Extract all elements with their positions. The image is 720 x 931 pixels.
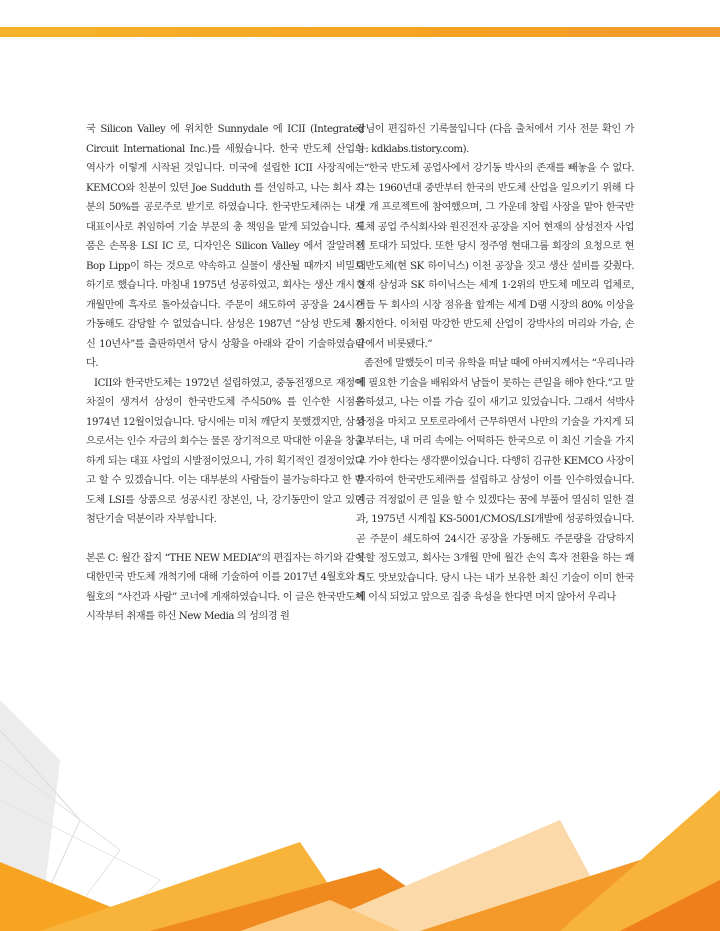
paragraph-right-3: 좀전에 말했듯이 미국 유학을 떠날 때에 아버지께서는 “우리나라에 필요한 기술을 배워와서 남들이 못하는 큰일을 해야 한다.”고 말씀하셨고, 나는 이를 가슴 깊이 새기고 있었습니다. 그래서 석박사 과정을 마치고 모토로라에서 근무하면서 나만의 기술을 가지게 되고부터는, 내 머리 속에는 어떡하든 한국으로 이 최신 기술을 가지고 가야 한다는 생각뿐이었습니다. 다행히 김규한 KEMCO 사장이 투자하여 한국반도체㈜를 설립하고 삼성이 이를 인수하였습니다. 지금 걱정없이 큰 일을 할 수 있겠다는 꿈에 부풀어 열심히 일한 결과, 1975년 시계칩 KS-5001/CMOS/LSI개발에 성공하였습니다. 곧 주문이 쇄도하여 24시간 공장을 가동해도 주문량을 감당하지 못할 정도였고, 회사는 3개월 만에 월간 손익 흑자 전환을 하는 쾌거도 맛보았습니다. 당시 나는 내가 보유한 최신 기술이 이미 한국에 이식 되었고 앞으로 집중 육성을 한다면 머지 않아서 우리나: [356, 358, 634, 603]
paragraph-right-2: “한국 반도체 공업사에서 강기동 박사의 존재를 빼놓을 수 없다. 그는 1960년대 중반부터 한국의 반도체 산업을 일으키기 위해 다섯 개 프로젝트에 참여했으며, 그 가운데 창립 사장을 맡아 한국반도체 공업 주식회사와 원진전자 공장을 지어 현재의 삼성전자 사업의 토대가 되었다. 또한 당시 정주영 현대그룹 회장의 요청으로 현대반도체(현 SK 하이닉스) 이천 공장을 짓고 생산 설비를 갖췄다. 현재 삼성과 SK 하이닉스는 세계 1·2위의 반도체 메모리 업체로, 이들 두 회사의 시장 점유율 합계는 세계 D램 시장의 80% 이상을 차지한다. 이처럼 막강한 반도체 산업이 강박사의 머리와 가슴, 손끝에서 비롯됐다.”: [356, 163, 634, 350]
paragraph-left-1: 국 Silicon Valley 에 위치한 Sunnydale 에 ICII (Integrated Circuit International Inc.)를 세웠습니다. 한국 반도체 산업의 역사가 이렇게 시작된 것입니다. 미국에 설립한 ICII 사장직에는 KEMCO와 친분이 있던 Joe Sudduth 를 선임하고, 나는 회사 지분의 50%를 공로주로 받기로 하였습니다. 한국반도체㈜는 내가 대표이사로 취임하여 기술 부문의 총 책임을 맡게 되었습니다. 제품은 손목용 LSI IC 로, 디자인은 Silicon Valley 에서 잘알려진 Bop Lipp이 하는 것으로 약속하고 실물이 생산될 때까지 비밀로 하기로 했습니다. 마침내 1975년 성공하였고, 회사는 생산 개시 3개월만에 흑자로 돌아섰습니다. 주문이 쇄도하여 공장을 24시간 가동해도 감당할 수 없었습니다. 삼성은 1987년 “삼성 반도체 통신 10년사”를 출판하면서 당시 상황을 아래와 같이 기술하였습니다.: [86, 124, 364, 369]
paragraph-left-3: 본론 C: 월간 잡지 “THE NEW MEDIA”의 편집자는 하기와 같이 대한민국 반도체 개척기에 대해 기술하여 이를 2017년 4월호와 5월호의 “사건과 사람” 코너에 게재하였습니다. 이 글은 한국반도체 시작부터 취재를 하신 New Media 의 성의경 원: [86, 552, 364, 622]
paragraph-left-2: ICII와 한국반도체는 1972년 설립하였고, 중동전쟁으로 재정에 차질이 생겨서 삼성이 한국반도체 주식50% 를 인수한 시점은 1974년 12월이었습니다. 당시에는 미처 깨닫지 못했겠지만, 삼성으로서는 인수 자금의 회수는 물론 장기적으로 막대한 이윤을 창출하게 되는 대표 사업의 시발점이었으니, 가히 획기적인 결정이었다고 할 수 있겠습니다. 이는 대부분의 사람들이 불가능하다고 한 반도체 LSI를 상품으로 성공시킨 장본인, 나, 강기동만이 알고 있던 첨단기술 덕분이라 자부합니다.: [86, 377, 364, 525]
paragraph-right-1: 장님이 편집하신 기록물입니다 (다음 출처에서 기사 전문 확인 가능: kdklabs.tistory.com).: [356, 124, 634, 155]
